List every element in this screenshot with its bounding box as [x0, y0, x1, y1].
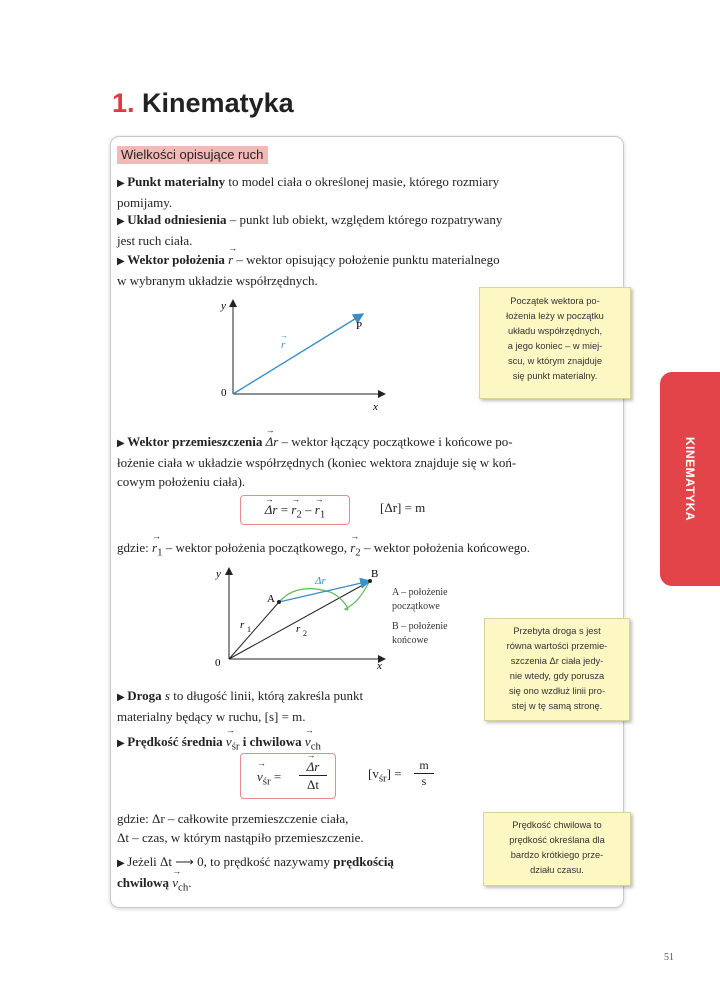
chapter-side-tab[interactable]: [660, 372, 720, 586]
unit-denominator: s: [421, 774, 427, 788]
note-line: się ono wzdłuż linii pro-: [508, 686, 606, 696]
note-line: równa wartości przemie-: [506, 641, 608, 651]
note-line: Prędkość chwilowa to: [512, 820, 602, 830]
note-line: bardzo krótkiego prze-: [510, 850, 604, 860]
formula-subscript: śr: [262, 775, 271, 788]
note-line: Przebyta droga s jest: [513, 626, 601, 636]
note-line: szczenia Δr ciała jedy-: [510, 656, 604, 666]
vector-symbol: → Δr: [266, 432, 279, 451]
bullet-icon: ▶: [117, 178, 128, 189]
margin-note-instantaneous: [483, 812, 631, 886]
side-tab-label: KINEMATYKA: [683, 436, 697, 522]
note-line: stej w tę samą stronę.: [511, 701, 603, 711]
note-line: łożenia leży w początku: [506, 311, 604, 321]
formula-numerator: → Δr: [307, 758, 320, 775]
text: – wektor opisujący położenie punktu materialnego: [233, 252, 500, 267]
position-vector-arrow: [233, 314, 363, 394]
section-heading: Wielkości opisujące ruch: [117, 146, 268, 164]
vector-label: r: [281, 339, 286, 351]
unit-subscript: śr: [378, 772, 387, 785]
subscript: 1: [157, 546, 163, 559]
note-line: prędkość określana dla: [509, 835, 605, 845]
text: to długość linii, którą zakreśla punkt: [169, 688, 364, 703]
r2-vector: [229, 581, 370, 659]
r1-subscript: 1: [247, 625, 251, 634]
subscript: śr: [231, 740, 240, 753]
term: Układ odniesienia: [127, 212, 227, 227]
term: Wektor położenia: [127, 252, 225, 267]
term: Wektor przemieszczenia: [127, 434, 263, 449]
text: Δt – czas, w którym nastąpiło przemieszczenie.: [117, 830, 364, 845]
y-label: y: [221, 300, 226, 312]
velocity-unit-fraction: [414, 758, 434, 789]
text: gdzie: Δr – całkowite przemieszczenie ciała,: [117, 811, 349, 826]
displacement-diagram: [205, 562, 395, 672]
formula-symbol: → r: [315, 496, 320, 524]
legend-line: A – położenie: [392, 587, 448, 598]
instantaneous-velocity-note: [117, 852, 477, 898]
margin-note-distance: [484, 618, 630, 721]
bullet-icon: ▶: [117, 738, 128, 749]
text: pomijamy.: [117, 195, 173, 210]
formula-denominator: Δt: [307, 777, 319, 792]
r2-label: r: [296, 623, 301, 635]
definition-reference-frame: [117, 210, 615, 250]
formula-symbol: → r: [291, 496, 296, 524]
note-line: układu współrzędnych,: [507, 326, 603, 336]
note-line: a jego koniec – w miej-: [507, 341, 603, 351]
diagram-legend: [392, 586, 448, 648]
note-line: Początek wektora po-: [510, 296, 600, 306]
velocity-formula-box: [240, 753, 336, 799]
vector-symbol: → v: [226, 732, 232, 751]
note-line: scu, w którym znajduje: [507, 356, 603, 366]
text: Jeżeli Δt ⟶ 0, to prędkość nazywamy: [127, 854, 334, 869]
text: to model ciała o określonej masie, którego rozmiary: [225, 174, 500, 189]
note-line: nie wtedy, gdy porusza: [509, 671, 605, 681]
chapter-number: 1.: [112, 88, 135, 118]
text: w wybranym układzie współrzędnych.: [117, 273, 318, 288]
text: – wektor położenia początkowego,: [162, 540, 351, 555]
displacement-formula-box: [240, 495, 350, 525]
term: Punkt materialny: [127, 174, 226, 189]
vector-arrow-icon: →: [280, 331, 288, 340]
legend-line: początkowe: [392, 601, 440, 612]
text: gdzie:: [117, 540, 153, 555]
text: – punkt lub obiekt, względem którego rozpatrywany: [226, 212, 503, 227]
definition-distance: [117, 686, 477, 726]
definition-displacement-vector: [117, 432, 615, 491]
vector-symbol: → v: [305, 732, 311, 751]
unit-text: [v: [368, 766, 379, 781]
r1-label: r: [240, 619, 245, 631]
text: jest ruch ciała.: [117, 233, 193, 248]
definition-position-vector: [117, 250, 615, 290]
formula-subscript: 2: [296, 508, 302, 521]
point-label: P: [356, 320, 363, 332]
subscript: ch: [310, 740, 321, 753]
chapter-title: [112, 88, 294, 119]
vector-symbol: → r: [152, 538, 157, 557]
bullet-icon: ▶: [117, 216, 128, 227]
unit-text: ] =: [386, 766, 402, 781]
delta-r-label: Δr: [315, 575, 326, 587]
formula-sign: –: [301, 502, 315, 517]
legend-line: końcowe: [392, 635, 429, 646]
formula-symbol: → Δr: [265, 496, 278, 524]
subscript: ch: [178, 881, 189, 894]
displacement-legend: [117, 538, 615, 563]
formula-sign: =: [277, 502, 292, 517]
velocity-legend: [117, 809, 477, 847]
velocity-unit: [368, 766, 402, 785]
position-vector-diagram: [205, 292, 395, 417]
text: łożenie ciała w układzie współrzędnych (koniec wektora znajduje się w koń-: [117, 455, 517, 470]
vector-symbol: → v: [172, 873, 178, 892]
bullet-icon: ▶: [117, 858, 128, 869]
text: – wektor łączący początkowe i końcowe po-: [278, 434, 513, 449]
note-line: działu czasu.: [530, 865, 584, 875]
point-a-label: A: [267, 593, 275, 605]
origin-label: 0: [215, 657, 221, 669]
x-label: x: [373, 401, 378, 413]
term: chwilową: [117, 875, 173, 890]
chapter-title-text: Kinematyka: [142, 88, 294, 118]
symbol: s: [164, 688, 170, 703]
text: .: [188, 875, 192, 890]
formula-fraction: [299, 758, 327, 793]
text: cowym położeniu ciała).: [117, 474, 246, 489]
formula-lhs: [257, 769, 281, 788]
x-label: x: [377, 660, 382, 672]
y-label: y: [216, 568, 221, 580]
point-a: [277, 600, 281, 604]
term: prędkością: [333, 854, 394, 869]
vector-symbol: → r: [350, 538, 355, 557]
displacement-unit: [Δr] = m: [380, 500, 426, 515]
formula-symbol: → v: [257, 769, 263, 785]
margin-note-position: [479, 287, 631, 399]
page-number: 51: [664, 952, 674, 963]
text: – wektor położenia końcowego.: [360, 540, 531, 555]
vector-symbol: → r: [228, 250, 233, 269]
term: i chwilowa: [239, 734, 305, 749]
bullet-icon: ▶: [117, 692, 128, 703]
bullet-icon: ▶: [117, 438, 128, 449]
subscript: 2: [355, 546, 361, 559]
term: Droga: [127, 688, 162, 703]
legend-line: B – położenie: [392, 621, 448, 632]
formula-subscript: 1: [319, 508, 326, 521]
bullet-icon: ▶: [117, 256, 128, 267]
r1-vector: [229, 602, 279, 659]
formula-sign: =: [270, 769, 282, 784]
unit-numerator: m: [414, 758, 434, 774]
origin-label: 0: [221, 387, 227, 399]
point-b-label: B: [371, 568, 379, 580]
r2-subscript: 2: [303, 629, 307, 638]
term: Prędkość średnia: [127, 734, 223, 749]
definition-material-point: [117, 172, 615, 212]
text: materialny będący w ruchu, [s] = m.: [117, 709, 306, 724]
note-line: się punkt materialny.: [512, 371, 598, 381]
